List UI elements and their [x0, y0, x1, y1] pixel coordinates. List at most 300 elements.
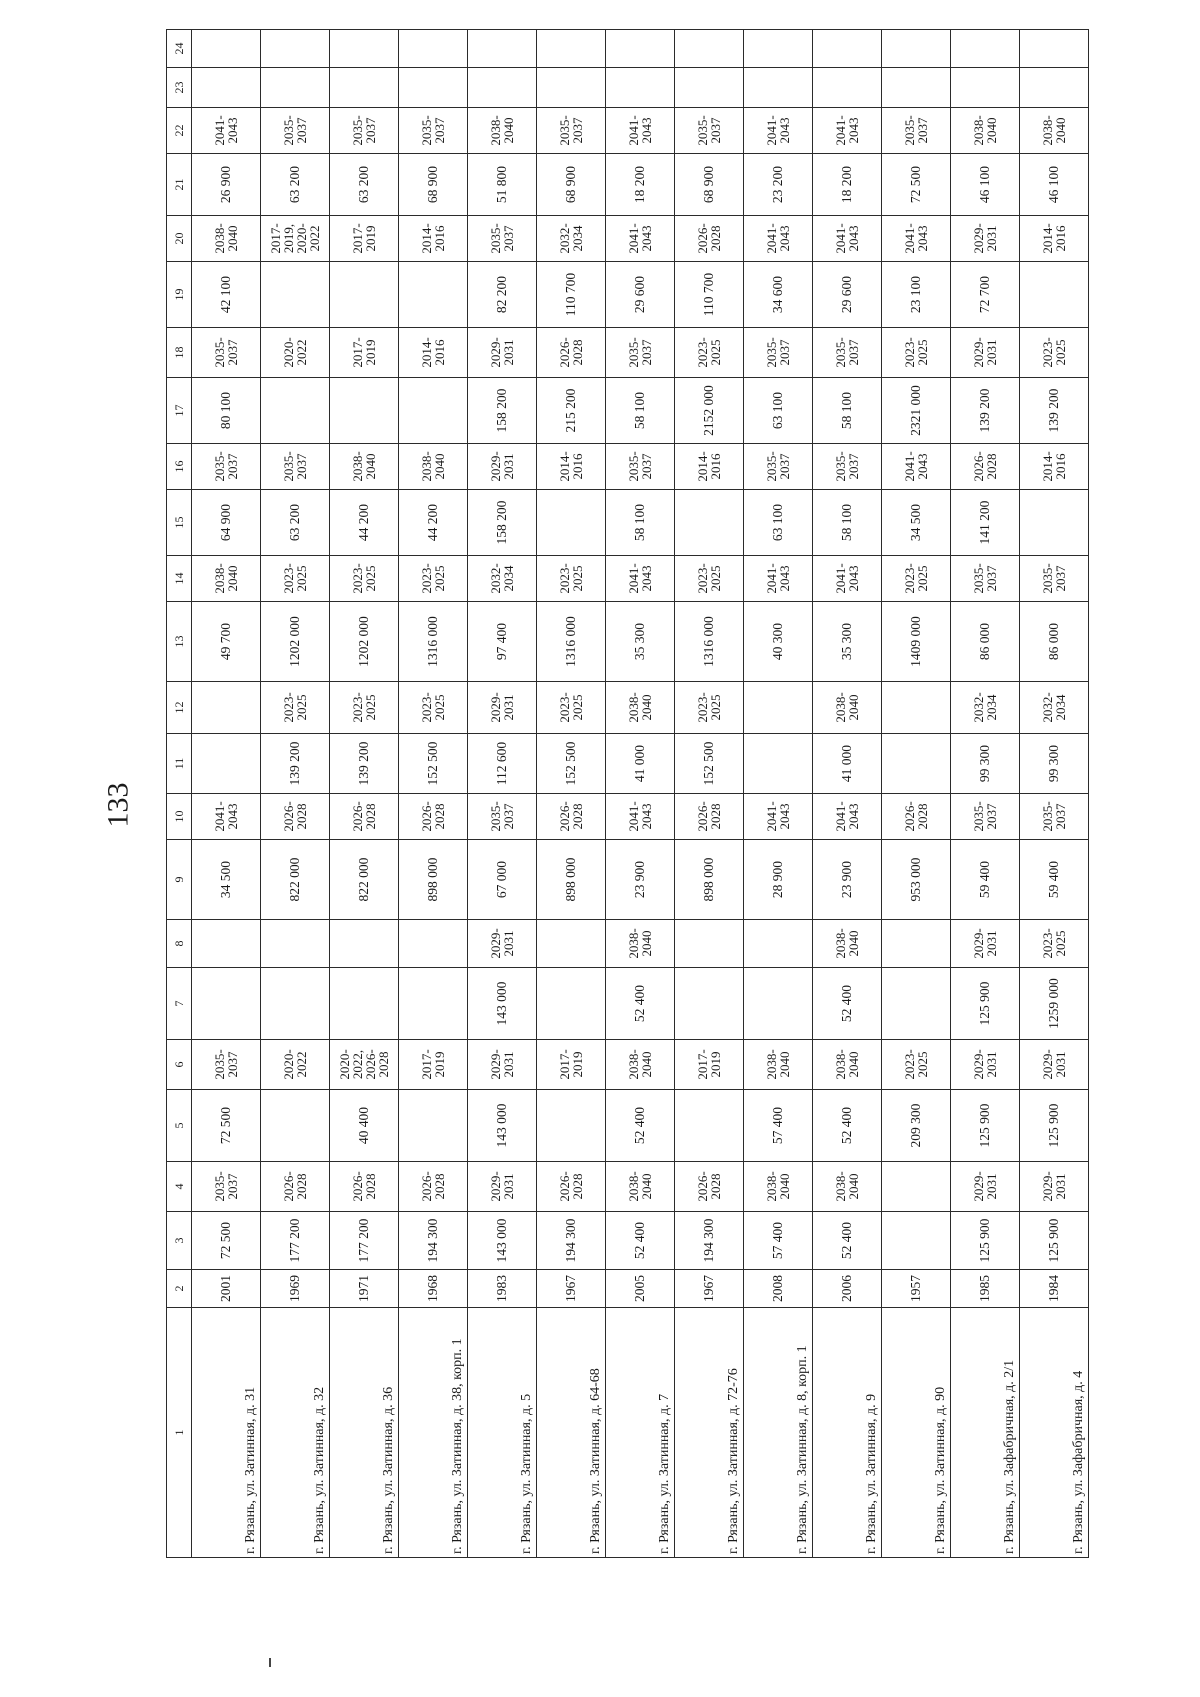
- table-cell: 86 000: [1020, 602, 1089, 682]
- table-cell: 52 400: [813, 1212, 882, 1270]
- table-cell: 68 900: [537, 154, 606, 216]
- table-cell: [537, 30, 606, 68]
- column-header-24: 24: [167, 30, 192, 68]
- table-cell: 29 600: [606, 262, 675, 328]
- table-cell: 1984: [1020, 1270, 1089, 1308]
- table-row: [882, 30, 951, 1558]
- table-cell: 46 100: [1020, 154, 1089, 216]
- table-cell: [744, 682, 813, 734]
- table-cell: 2041-2043: [192, 108, 261, 154]
- table-cell: 2041-2043: [882, 444, 951, 490]
- table-cell: 2014-2016: [1020, 444, 1089, 490]
- table-cell: [744, 734, 813, 794]
- address-cell: г. Рязань, ул. Затинная, д. 7: [606, 1308, 675, 1558]
- table-cell: 2041-2043: [192, 794, 261, 840]
- column-header-3: 3: [167, 1212, 192, 1270]
- table-cell: 2026-2028: [675, 216, 744, 262]
- table-cell: 2321 000: [882, 378, 951, 444]
- table-cell: 2038-2040: [606, 1162, 675, 1212]
- table-cell: 110 700: [537, 262, 606, 328]
- table-cell: 1969: [261, 1270, 330, 1308]
- table-cell: 23 900: [606, 840, 675, 920]
- table-row: [951, 30, 1020, 1558]
- table-cell: 2029-2031: [468, 1162, 537, 1212]
- table-cell: 139 200: [330, 734, 399, 794]
- table-row: [606, 30, 675, 1558]
- table-cell: 2023-2025: [675, 328, 744, 378]
- table-cell: [261, 378, 330, 444]
- table-cell: 2032-2034: [537, 216, 606, 262]
- table-cell: 2026-2028: [951, 444, 1020, 490]
- table-cell: 52 400: [813, 968, 882, 1040]
- table-cell: 64 900: [192, 490, 261, 556]
- table-cell: 2035-2037: [468, 216, 537, 262]
- table-cell: 2017-2019: [330, 216, 399, 262]
- table-cell: 2029-2031: [951, 920, 1020, 968]
- table-cell: 139 200: [1020, 378, 1089, 444]
- table-cell: 898 000: [399, 840, 468, 920]
- address-cell: г. Рязань, ул. Затинная, д. 5: [468, 1308, 537, 1558]
- table-cell: 35 300: [813, 602, 882, 682]
- table-cell: 2026-2028: [537, 1162, 606, 1212]
- table-cell: [882, 30, 951, 68]
- table-cell: 152 500: [399, 734, 468, 794]
- table-cell: [813, 68, 882, 108]
- table-cell: 2041-2043: [606, 108, 675, 154]
- table-cell: 139 200: [951, 378, 1020, 444]
- table-cell: 2029-2031: [951, 328, 1020, 378]
- table-cell: 2041-2043: [744, 794, 813, 840]
- table-cell: [1020, 68, 1089, 108]
- table-cell: [606, 68, 675, 108]
- table-cell: [675, 68, 744, 108]
- table-cell: [813, 30, 882, 68]
- table-cell: 40 400: [330, 1090, 399, 1162]
- table-cell: 177 200: [330, 1212, 399, 1270]
- table-cell: 2038-2040: [192, 216, 261, 262]
- table-cell: 2029-2031: [468, 444, 537, 490]
- table-cell: [882, 682, 951, 734]
- table-cell: 2014-2016: [399, 216, 468, 262]
- table-cell: 2014-2016: [675, 444, 744, 490]
- table-cell: 215 200: [537, 378, 606, 444]
- table-cell: [261, 262, 330, 328]
- table-cell: 152 500: [537, 734, 606, 794]
- table-cell: [675, 30, 744, 68]
- table-cell: 2026-2028: [399, 1162, 468, 1212]
- table-cell: 58 100: [813, 490, 882, 556]
- table-cell: 2023-2025: [399, 682, 468, 734]
- table-cell: 110 700: [675, 262, 744, 328]
- column-header-21: 21: [167, 154, 192, 216]
- scan-mark: [269, 1658, 271, 1667]
- table-cell: 2041-2043: [744, 216, 813, 262]
- table-cell: 52 400: [606, 968, 675, 1040]
- table-cell: 58 100: [813, 378, 882, 444]
- table-cell: 2029-2031: [951, 1040, 1020, 1090]
- table-cell: 2029-2031: [468, 920, 537, 968]
- table-cell: 28 900: [744, 840, 813, 920]
- table-cell: [675, 968, 744, 1040]
- table-cell: 1316 000: [399, 602, 468, 682]
- table-cell: [330, 968, 399, 1040]
- table-cell: 2038-2040: [744, 1162, 813, 1212]
- table-cell: [330, 920, 399, 968]
- table-cell: 177 200: [261, 1212, 330, 1270]
- table-cell: 2029-2031: [468, 328, 537, 378]
- table-cell: 2035-2037: [261, 444, 330, 490]
- table-cell: [192, 734, 261, 794]
- table-cell: [192, 68, 261, 108]
- table-cell: [468, 68, 537, 108]
- address-cell: г. Рязань, ул. Затинная, д. 36: [330, 1308, 399, 1558]
- table-container: [166, 42, 1086, 1558]
- table-cell: 2035-2037: [813, 444, 882, 490]
- table-cell: [882, 68, 951, 108]
- table-cell: 2026-2028: [537, 328, 606, 378]
- table-row: [468, 30, 537, 1558]
- table-cell: 49 700: [192, 602, 261, 682]
- address-cell: г. Рязань, ул. Зафабричная, д. 4: [1020, 1308, 1089, 1558]
- table-cell: 194 300: [399, 1212, 468, 1270]
- table-cell: 125 900: [951, 968, 1020, 1040]
- table-cell: [192, 920, 261, 968]
- table-cell: 72 500: [192, 1212, 261, 1270]
- table-cell: 2029-2031: [951, 216, 1020, 262]
- table-cell: [399, 968, 468, 1040]
- table-cell: 2023-2025: [1020, 920, 1089, 968]
- table-cell: [675, 1090, 744, 1162]
- table-row: [261, 30, 330, 1558]
- table-cell: [261, 968, 330, 1040]
- column-number-row: [167, 30, 192, 1558]
- table-cell: 2038-2040: [813, 682, 882, 734]
- table-cell: 2023-2025: [261, 682, 330, 734]
- address-cell: г. Рязань, ул. Затинная, д. 9: [813, 1308, 882, 1558]
- table-cell: 2020-2022: [261, 1040, 330, 1090]
- table-cell: 41 000: [813, 734, 882, 794]
- table-cell: 112 600: [468, 734, 537, 794]
- table-cell: 2014-2016: [1020, 216, 1089, 262]
- table-cell: 97 400: [468, 602, 537, 682]
- page-number: 133: [101, 782, 135, 828]
- column-header-6: 6: [167, 1040, 192, 1090]
- table-cell: [537, 1090, 606, 1162]
- table-row: [399, 30, 468, 1558]
- table-cell: 2035-2037: [468, 794, 537, 840]
- table-cell: 63 100: [744, 490, 813, 556]
- table-cell: 125 900: [951, 1212, 1020, 1270]
- table-cell: [330, 30, 399, 68]
- table-cell: 26 900: [192, 154, 261, 216]
- table-cell: 2023-2025: [537, 556, 606, 602]
- table-cell: 86 000: [951, 602, 1020, 682]
- table-cell: 2023-2025: [882, 556, 951, 602]
- table-cell: 2041-2043: [744, 556, 813, 602]
- table-cell: 2026-2028: [675, 794, 744, 840]
- column-header-10: 10: [167, 794, 192, 840]
- table-cell: 2026-2028: [330, 794, 399, 840]
- table-cell: 2032-2034: [1020, 682, 1089, 734]
- column-header-18: 18: [167, 328, 192, 378]
- column-header-19: 19: [167, 262, 192, 328]
- table-cell: [330, 378, 399, 444]
- table-cell: [1020, 262, 1089, 328]
- table-cell: 2035-2037: [744, 444, 813, 490]
- column-header-15: 15: [167, 490, 192, 556]
- column-header-13: 13: [167, 602, 192, 682]
- table-cell: 158 200: [468, 490, 537, 556]
- table-cell: 2041-2043: [813, 216, 882, 262]
- table-cell: [537, 68, 606, 108]
- table-cell: [951, 30, 1020, 68]
- address-cell: г. Рязань, ул. Затинная, д. 72-76: [675, 1308, 744, 1558]
- table-cell: 953 000: [882, 840, 951, 920]
- table-row: [1020, 30, 1089, 1558]
- table-cell: 72 500: [882, 154, 951, 216]
- table-cell: 1259 000: [1020, 968, 1089, 1040]
- table-cell: [330, 68, 399, 108]
- table-cell: 2041-2043: [813, 794, 882, 840]
- table-cell: 1202 000: [261, 602, 330, 682]
- table-cell: [606, 30, 675, 68]
- table-cell: 34 500: [882, 490, 951, 556]
- table-cell: 2029-2031: [468, 682, 537, 734]
- table-cell: 2029-2031: [1020, 1162, 1089, 1212]
- column-header-5: 5: [167, 1090, 192, 1162]
- table-cell: 143 000: [468, 1212, 537, 1270]
- table-cell: 2035-2037: [192, 1162, 261, 1212]
- table-cell: 58 100: [606, 490, 675, 556]
- table-cell: [261, 68, 330, 108]
- column-header-11: 11: [167, 734, 192, 794]
- table-cell: 2014-2016: [399, 328, 468, 378]
- table-cell: 2038-2040: [1020, 108, 1089, 154]
- table-cell: [951, 68, 1020, 108]
- table-cell: 2026-2028: [399, 794, 468, 840]
- capital-repair-table: [166, 29, 1089, 1558]
- table-cell: 2035-2037: [261, 108, 330, 154]
- table-cell: 18 200: [606, 154, 675, 216]
- table-cell: 2026-2028: [537, 794, 606, 840]
- table-cell: 2026-2028: [882, 794, 951, 840]
- table-cell: 139 200: [261, 734, 330, 794]
- column-header-14: 14: [167, 556, 192, 602]
- table-cell: 58 100: [606, 378, 675, 444]
- table-row: [813, 30, 882, 1558]
- address-cell: г. Рязань, ул. Зафабричная, д. 2/1: [951, 1308, 1020, 1558]
- table-cell: 52 400: [606, 1212, 675, 1270]
- table-cell: 2014-2016: [537, 444, 606, 490]
- table-cell: 158 200: [468, 378, 537, 444]
- table-cell: 63 200: [261, 490, 330, 556]
- table-cell: 1409 000: [882, 602, 951, 682]
- table-cell: 1983: [468, 1270, 537, 1308]
- column-header-2: 2: [167, 1270, 192, 1308]
- table-cell: [192, 682, 261, 734]
- table-cell: 2035-2037: [951, 794, 1020, 840]
- table-cell: 2038-2040: [330, 444, 399, 490]
- table-cell: 2023-2025: [882, 1040, 951, 1090]
- table-cell: 2023-2025: [399, 556, 468, 602]
- table-cell: 68 900: [675, 154, 744, 216]
- table-cell: 99 300: [951, 734, 1020, 794]
- table-cell: 2038-2040: [468, 108, 537, 154]
- table-cell: [192, 968, 261, 1040]
- table-cell: [399, 30, 468, 68]
- table-cell: 2023-2025: [537, 682, 606, 734]
- table-cell: 2038-2040: [813, 920, 882, 968]
- table-cell: 2026-2028: [261, 794, 330, 840]
- table-cell: 80 100: [192, 378, 261, 444]
- table-row: [675, 30, 744, 1558]
- table-cell: 2026-2028: [675, 1162, 744, 1212]
- table-row: [192, 30, 261, 1558]
- table-cell: 2035-2037: [606, 328, 675, 378]
- table-cell: 23 900: [813, 840, 882, 920]
- table-cell: 125 900: [1020, 1212, 1089, 1270]
- table-cell: [882, 920, 951, 968]
- table-cell: 2032-2034: [951, 682, 1020, 734]
- table-cell: 2035-2037: [192, 1040, 261, 1090]
- table-cell: [537, 490, 606, 556]
- table-cell: 194 300: [537, 1212, 606, 1270]
- table-cell: 2023-2025: [261, 556, 330, 602]
- table-cell: 59 400: [951, 840, 1020, 920]
- table-cell: 34 500: [192, 840, 261, 920]
- column-header-16: 16: [167, 444, 192, 490]
- table-row: [744, 30, 813, 1558]
- table-cell: [399, 68, 468, 108]
- table-cell: 35 300: [606, 602, 675, 682]
- table-cell: 152 500: [675, 734, 744, 794]
- table-cell: [261, 920, 330, 968]
- table-cell: 1316 000: [537, 602, 606, 682]
- table-cell: 2035-2037: [537, 108, 606, 154]
- table-cell: 2017-2019: [399, 1040, 468, 1090]
- table-cell: [1020, 490, 1089, 556]
- table-cell: 63 200: [330, 154, 399, 216]
- table-cell: 82 200: [468, 262, 537, 328]
- table-cell: 1957: [882, 1270, 951, 1308]
- table-cell: 2041-2043: [813, 556, 882, 602]
- table-cell: 1968: [399, 1270, 468, 1308]
- table-cell: [468, 30, 537, 68]
- table-cell: 23 100: [882, 262, 951, 328]
- table-cell: 209 300: [882, 1090, 951, 1162]
- address-cell: г. Рязань, ул. Затинная, д. 32: [261, 1308, 330, 1558]
- table-cell: 2038-2040: [606, 920, 675, 968]
- table-cell: 143 000: [468, 1090, 537, 1162]
- table-cell: 63 200: [261, 154, 330, 216]
- address-cell: г. Рязань, ул. Затинная, д. 38, корп. 1: [399, 1308, 468, 1558]
- table-cell: 67 000: [468, 840, 537, 920]
- table-cell: [744, 30, 813, 68]
- table-cell: 2035-2037: [606, 444, 675, 490]
- table-cell: 2017-2019, 2020-2022: [261, 216, 330, 262]
- table-cell: [399, 262, 468, 328]
- table-cell: 18 200: [813, 154, 882, 216]
- table-row: [537, 30, 606, 1558]
- table-cell: 2041-2043: [813, 108, 882, 154]
- table-cell: [744, 968, 813, 1040]
- column-header-4: 4: [167, 1162, 192, 1212]
- table-cell: 2038-2040: [744, 1040, 813, 1090]
- table-cell: 40 300: [744, 602, 813, 682]
- table-cell: 2038-2040: [813, 1040, 882, 1090]
- table-cell: 2035-2037: [813, 328, 882, 378]
- table-cell: 72 700: [951, 262, 1020, 328]
- table-cell: 52 400: [813, 1090, 882, 1162]
- table-cell: 68 900: [399, 154, 468, 216]
- table-cell: 2041-2043: [744, 108, 813, 154]
- column-header-23: 23: [167, 68, 192, 108]
- table-cell: 2005: [606, 1270, 675, 1308]
- table-cell: [261, 1090, 330, 1162]
- table-cell: [399, 920, 468, 968]
- table-cell: 2035-2037: [330, 108, 399, 154]
- table-cell: 44 200: [330, 490, 399, 556]
- table-cell: 2017-2019: [330, 328, 399, 378]
- table-cell: 2038-2040: [192, 556, 261, 602]
- table-cell: [261, 30, 330, 68]
- table-cell: 2029-2031: [951, 1162, 1020, 1212]
- table-cell: 72 500: [192, 1090, 261, 1162]
- column-header-8: 8: [167, 920, 192, 968]
- table-cell: 2038-2040: [813, 1162, 882, 1212]
- table-cell: 41 000: [606, 734, 675, 794]
- table-cell: 2023-2025: [330, 682, 399, 734]
- table-cell: [744, 68, 813, 108]
- table-cell: 23 200: [744, 154, 813, 216]
- table-cell: [882, 1212, 951, 1270]
- table-cell: 822 000: [261, 840, 330, 920]
- column-header-7: 7: [167, 968, 192, 1040]
- table-cell: 29 600: [813, 262, 882, 328]
- table-cell: 2023-2025: [330, 556, 399, 602]
- table-body: [192, 30, 1089, 1558]
- table-cell: 2017-2019: [675, 1040, 744, 1090]
- table-cell: 1967: [537, 1270, 606, 1308]
- table-cell: [882, 734, 951, 794]
- table-cell: 2006: [813, 1270, 882, 1308]
- table-cell: 2017-2019: [537, 1040, 606, 1090]
- table-cell: 2026-2028: [261, 1162, 330, 1212]
- table-cell: 898 000: [675, 840, 744, 920]
- table-cell: 2038-2040: [606, 682, 675, 734]
- table-cell: 125 900: [951, 1090, 1020, 1162]
- table-cell: 1316 000: [675, 602, 744, 682]
- table-cell: 2035-2037: [192, 444, 261, 490]
- column-header-22: 22: [167, 108, 192, 154]
- table-cell: 99 300: [1020, 734, 1089, 794]
- table-cell: 2029-2031: [468, 1040, 537, 1090]
- table-cell: 2041-2043: [882, 216, 951, 262]
- table-cell: 2035-2037: [192, 328, 261, 378]
- table-cell: [744, 920, 813, 968]
- table-cell: 2023-2025: [882, 328, 951, 378]
- table-cell: 898 000: [537, 840, 606, 920]
- table-cell: 2023-2025: [675, 556, 744, 602]
- table-cell: 57 400: [744, 1090, 813, 1162]
- table-cell: 2038-2040: [606, 1040, 675, 1090]
- table-cell: [1020, 30, 1089, 68]
- table-cell: 42 100: [192, 262, 261, 328]
- address-cell: г. Рязань, ул. Затинная, д. 8, корп. 1: [744, 1308, 813, 1558]
- table-cell: [675, 490, 744, 556]
- column-header-9: 9: [167, 840, 192, 920]
- table-cell: 1967: [675, 1270, 744, 1308]
